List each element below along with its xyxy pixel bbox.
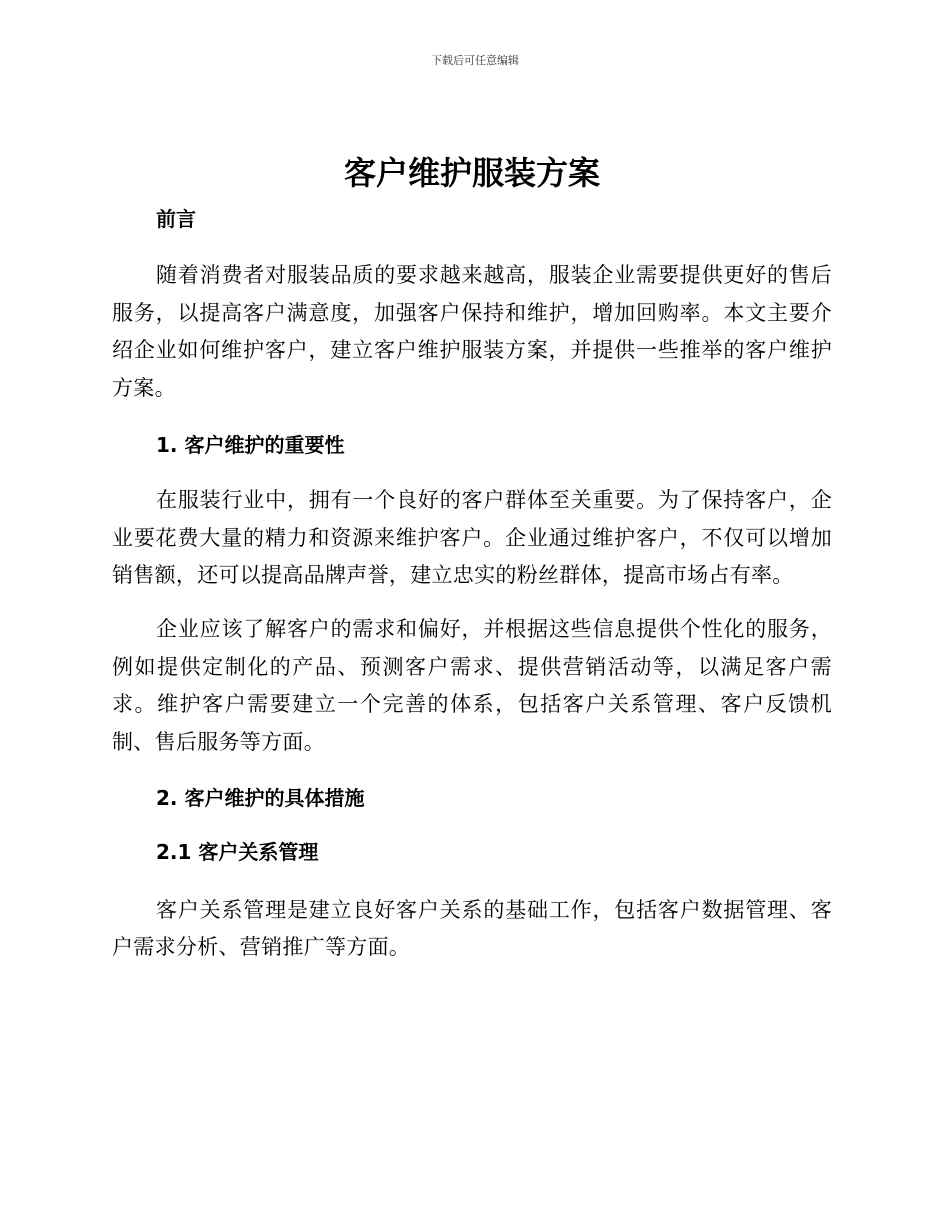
document-body — [112, 150, 832, 967]
paragraph-preface: 随着消费者对服装品质的要求越来越高，服装企业需要提供更好的售后服务，以提高客户满意度，加强客户保持和维护，增加回购率。本文主要介绍企业如何维护客户，建立客户维护服装方案，并提供一些推举的客户维护方案。 — [112, 263, 832, 401]
paragraph-section-2-1: 客户关系管理是建立良好客户关系的基础工作，包括客户数据管理、客户需求分析、营销推广等方面。 — [112, 897, 832, 960]
paragraph-section-1-b: 企业应该了解客户的需求和偏好，并根据这些信息提供个性化的服务，例如提供定制化的产品、预测客户需求、提供营销活动等，以满足客户需求。维护客户需要建立一个完善的体系，包括客户关系管理、客户反馈机制、售后服务等方面。 — [112, 616, 832, 755]
document-title: 客户维护服装方案 — [343, 154, 600, 192]
header-note: 下载后可任意编辑 — [431, 54, 519, 67]
heading-section-1: 1. 客户维护的重要性 — [156, 432, 345, 457]
heading-preface: 前言 — [156, 207, 196, 231]
heading-section-2: 2. 客户维护的具体措施 — [156, 785, 365, 810]
paragraph-section-1-a: 在服装行业中，拥有一个良好的客户群体至关重要。为了保持客户，企业要花费大量的精力和资源来维护客户。企业通过维护客户，不仅可以增加销售额，还可以提高品牌声誉，建立忠实的粉丝群体，提高市场占有率。 — [112, 487, 832, 588]
heading-section-2-1: 2.1 客户关系管理 — [156, 839, 319, 864]
